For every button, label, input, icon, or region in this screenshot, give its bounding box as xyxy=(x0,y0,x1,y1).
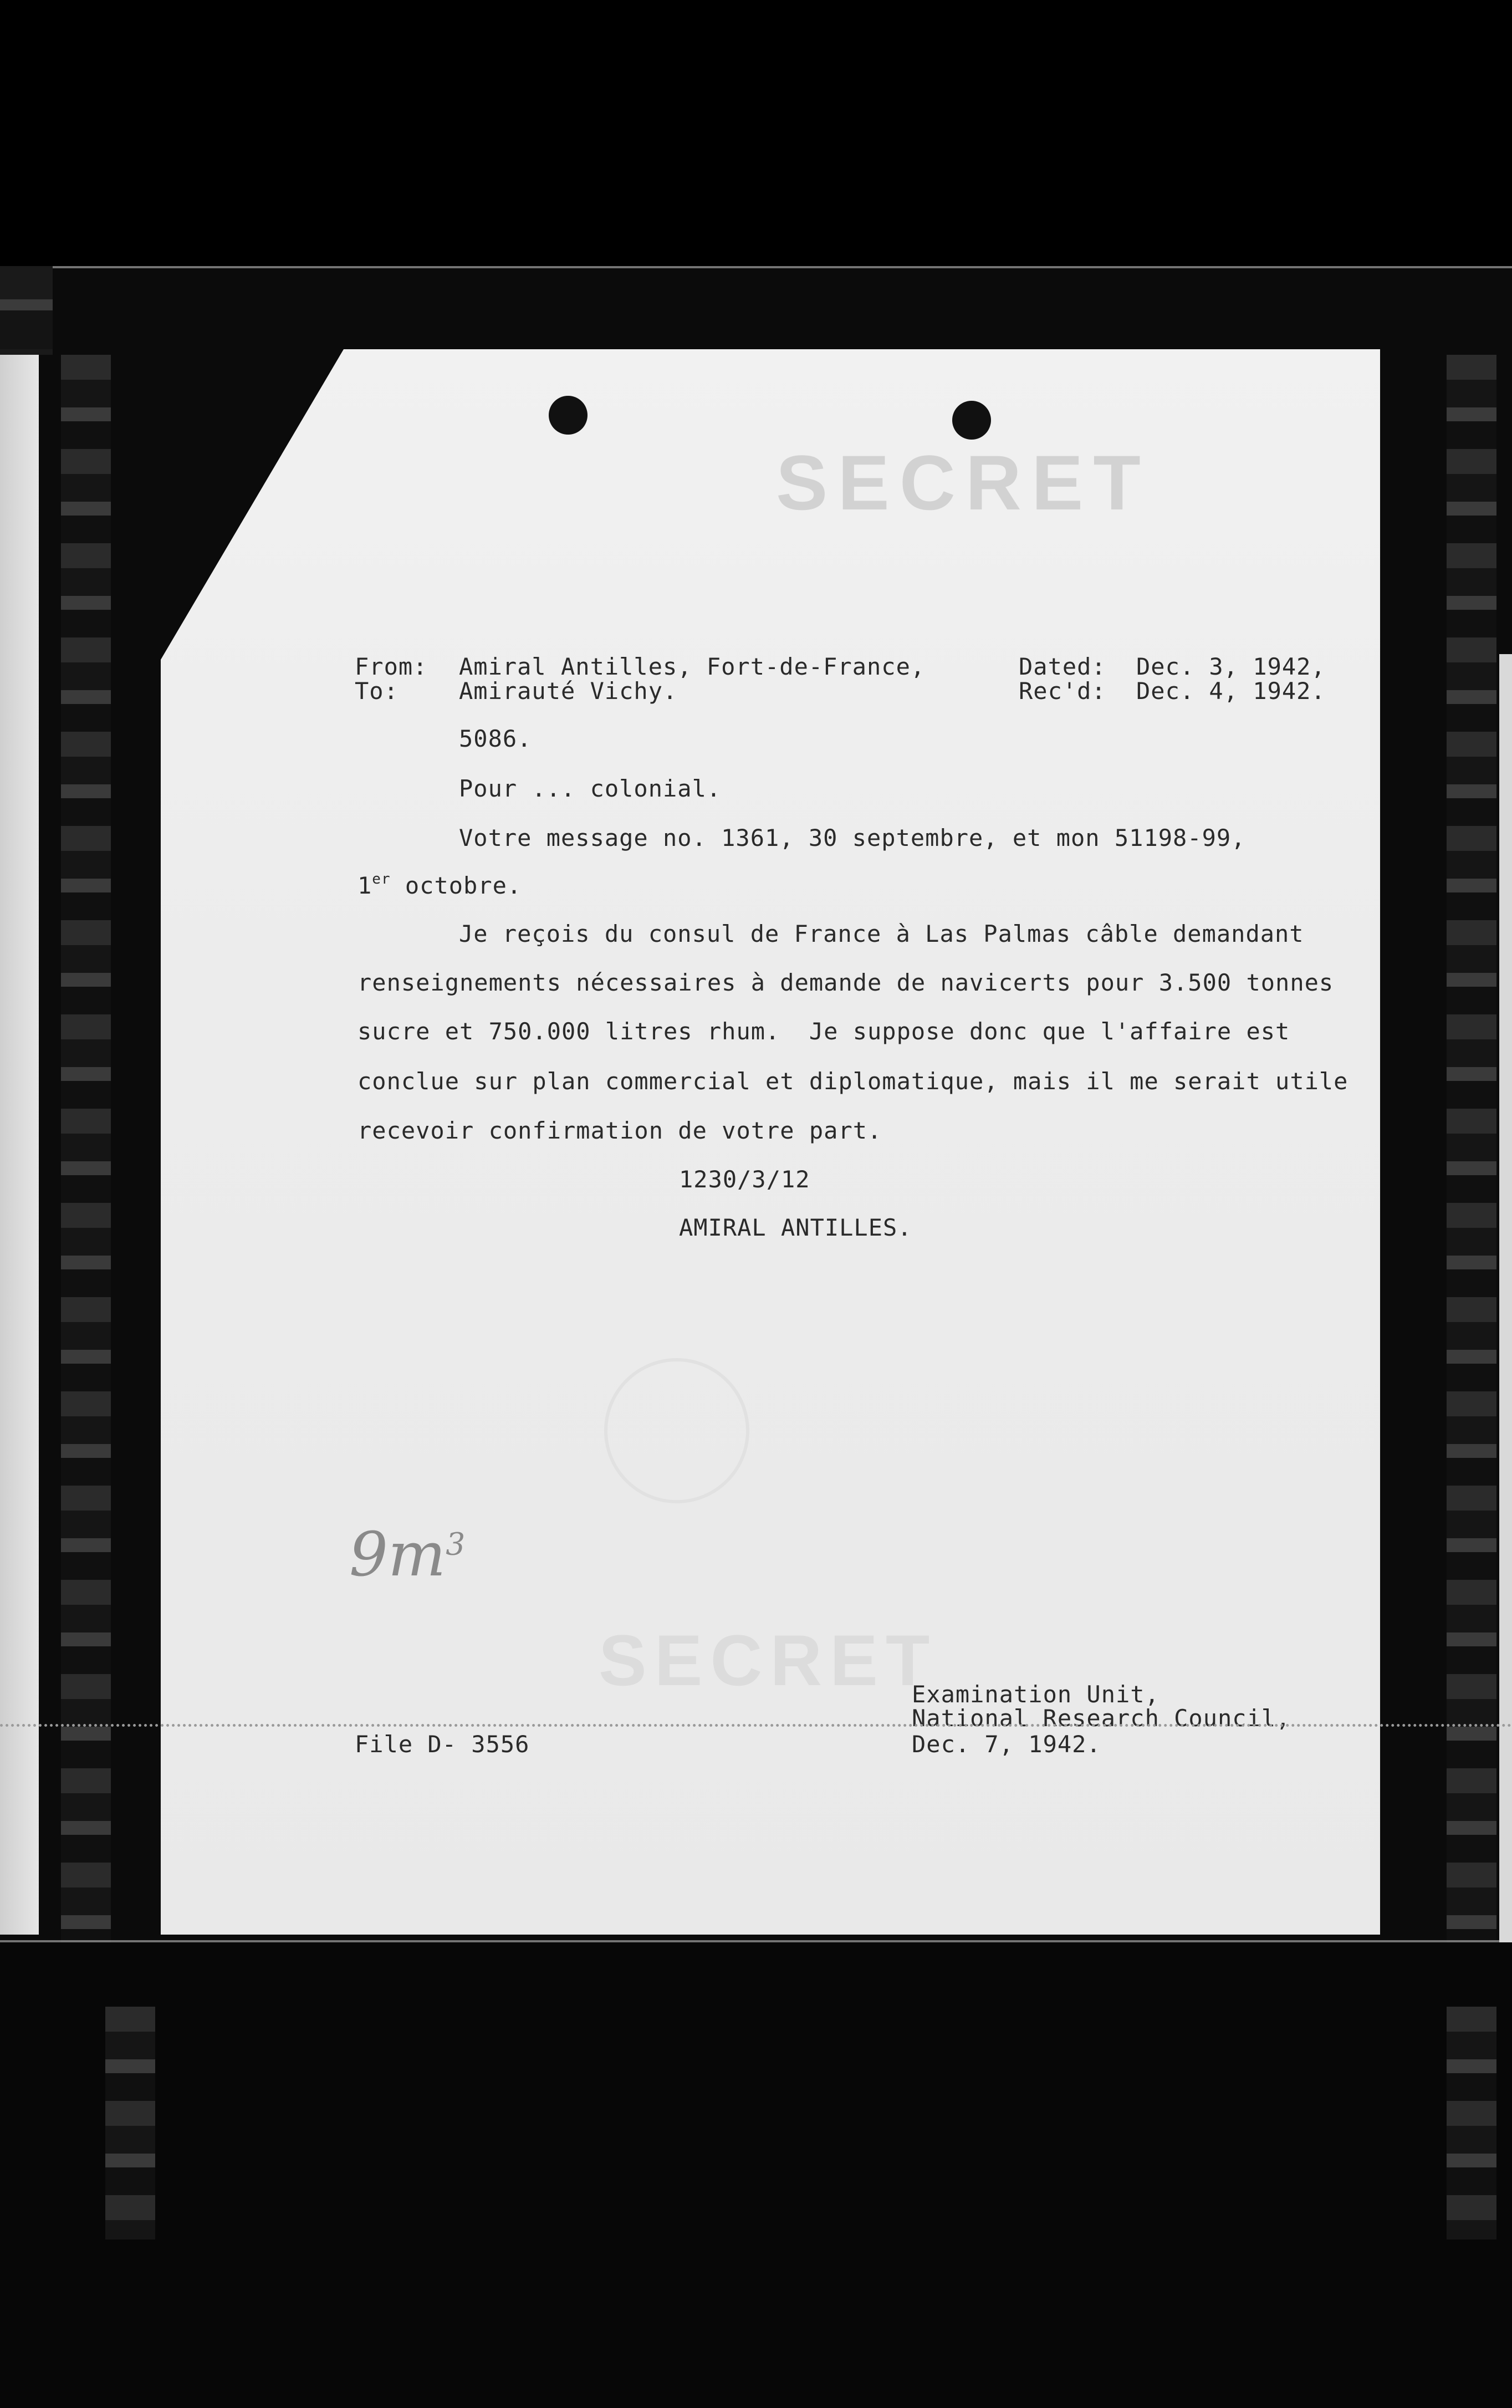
body-line-votre: Votre message no. 1361, 30 septembre, et mon 51198-99, xyxy=(459,824,1246,851)
paragraph-line-1: Je reçois du consul de France à Las Palmas câble demandant xyxy=(459,920,1304,947)
file-number: File D- 3556 xyxy=(355,1731,530,1758)
to-label: To: xyxy=(355,677,399,705)
secret-stamp-top: SECRET xyxy=(776,439,1151,526)
punch-hole-right xyxy=(952,401,991,440)
ordinal-suffix: er xyxy=(372,871,391,887)
from-value: Amiral Antilles, Fort-de-France, xyxy=(459,653,926,680)
handwritten-text: 9m xyxy=(349,1519,446,1590)
film-bottom-band xyxy=(0,1942,1512,2408)
dated-label: Dated: xyxy=(1019,653,1106,680)
octobre-text: octobre. xyxy=(390,872,522,899)
body-line-pour: Pour ... colonial. xyxy=(459,775,722,802)
film-strip-bottom-right xyxy=(1447,2007,1496,2239)
handwritten-sup: 3 xyxy=(446,1526,466,1562)
film-strip-left xyxy=(61,355,111,2101)
research-council: National Research Council, xyxy=(912,1705,1291,1732)
to-value: Amirauté Vichy. xyxy=(459,677,678,705)
film-perforations-left xyxy=(0,266,53,355)
scan-line xyxy=(0,1724,1512,1727)
examination-date: Dec. 7, 1942. xyxy=(912,1731,1101,1758)
body-line-octobre xyxy=(357,871,522,899)
message-number: 5086. xyxy=(459,725,532,752)
recd-label: Rec'd: xyxy=(1019,677,1106,705)
from-label: From: xyxy=(355,653,428,680)
handwritten-annotation xyxy=(349,1519,465,1590)
faded-seal xyxy=(604,1358,749,1503)
adjacent-frame-right xyxy=(1499,654,1512,1946)
paragraph-line-5: recevoir confirmation de votre part. xyxy=(357,1117,882,1144)
adjacent-frame-left xyxy=(0,355,39,1935)
film-frame-line xyxy=(0,266,1512,268)
punch-hole-left xyxy=(549,396,588,435)
dated-value: Dec. 3, 1942, xyxy=(1136,653,1326,680)
ordinal-number: 1 xyxy=(357,872,372,899)
film-strip-right xyxy=(1447,355,1496,2101)
recd-value: Dec. 4, 1942. xyxy=(1136,677,1326,705)
reference-number: 1230/3/12 xyxy=(679,1166,810,1193)
paragraph-line-4: conclue sur plan commercial et diplomatique, mais il me serait utile xyxy=(357,1068,1348,1095)
film-strip-bottom-left xyxy=(105,2007,155,2239)
paragraph-line-3: sucre et 750.000 litres rhum. Je suppose donc que l'affaire est xyxy=(357,1018,1290,1045)
examination-unit: Examination Unit, xyxy=(912,1681,1159,1708)
signature: AMIRAL ANTILLES. xyxy=(679,1214,912,1241)
film-top-band xyxy=(0,0,1512,266)
secret-stamp-bottom: SECRET xyxy=(599,1620,938,1701)
paragraph-line-2: renseignements nécessaires à demande de navicerts pour 3.500 tonnes xyxy=(357,969,1334,996)
